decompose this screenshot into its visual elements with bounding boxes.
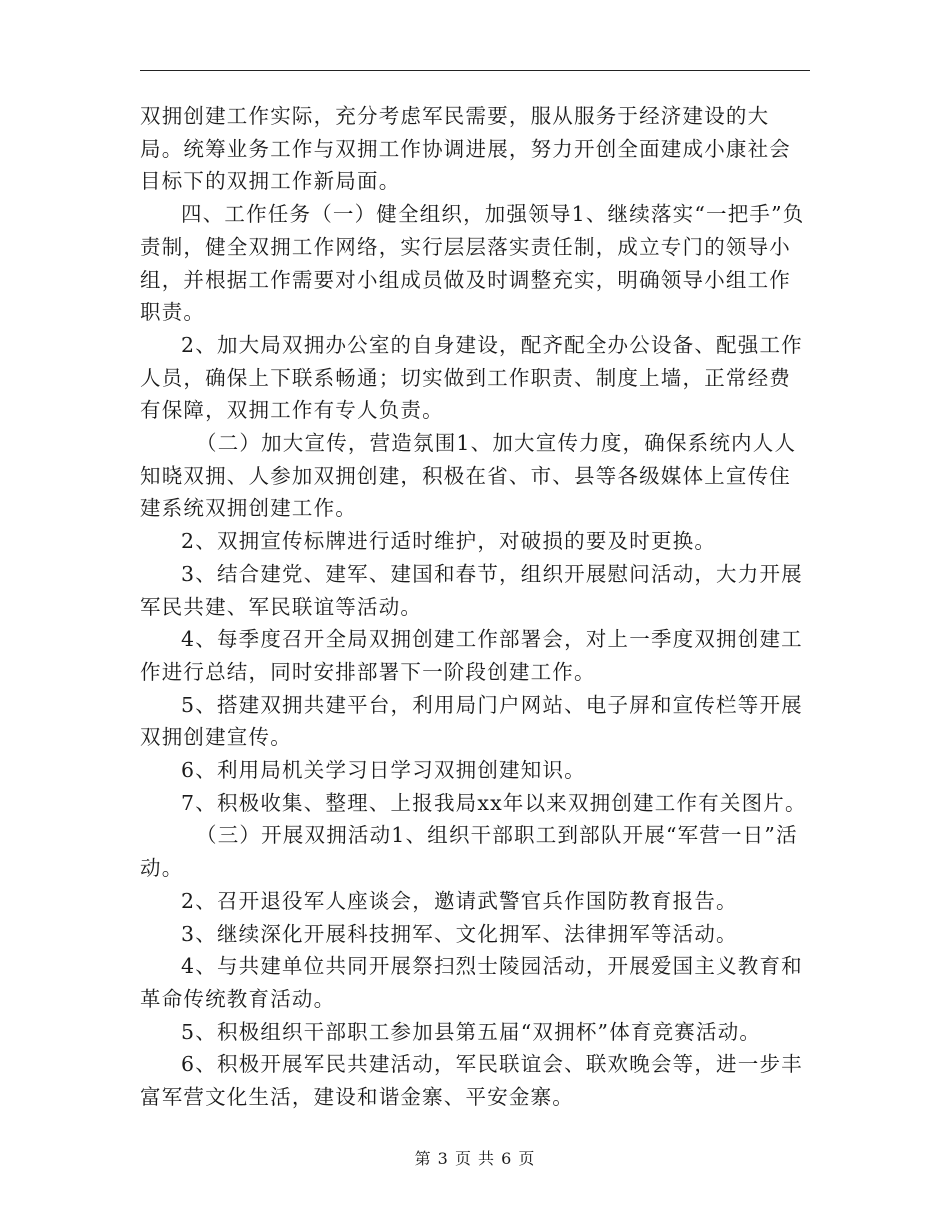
- paragraph: 4、与共建单位共同开展祭扫烈士陵园活动，开展爱国主义教育和革命传统教育活动。: [140, 954, 803, 1011]
- page-footer: 第 3 页 共 6 页: [414, 1149, 536, 1168]
- paragraph: 2、加大局双拥办公室的自身建设，配齐配全办公设备、配强工作人员，确保上下联系畅通；切实做到工作职责、制度上墙，正常经费有保障，双拥工作有专人负责。: [140, 332, 803, 423]
- paragraph: 2、召开退役军人座谈会，邀请武警官兵作国防教育报告。: [181, 888, 738, 913]
- paragraph: 4、每季度召开全局双拥创建工作部署会，对上一季度双拥创建工作进行总结，同时安排部署下一阶段创建工作。: [140, 627, 803, 684]
- paragraph: 6、利用局机关学习日学习双拥创建知识。: [181, 758, 586, 783]
- document-body: [140, 100, 812, 1114]
- paragraph: 6、积极开展军民共建活动，军民联谊会、联欢晚会等，进一步丰富军营文化生活，建设和谐金寨、平安金寨。: [140, 1052, 803, 1110]
- paragraph: 四、工作任务（一）健全组织，加强领导1、继续落实“一把手”负责制，健全双拥工作网络，实行层层落实责任制，成立专门的领导小组，并根据工作需要对小组成员做及时调整充实，明确领导小组工作职责。: [140, 202, 805, 325]
- paragraph: （二）加大宣传，营造氛围1、加大宣传力度，确保系统内人人知晓双拥、人参加双拥创建，积极在省、市、县等各级媒体上宣传住建系统双拥创建工作。: [140, 431, 797, 521]
- paragraph: 7、积极收集、整理、上报我局xx年以来双拥创建工作有关图片。: [181, 790, 807, 815]
- header-rule: [140, 70, 810, 71]
- paragraph: 2、双拥宣传标牌进行适时维护，对破损的要及时更换。: [181, 529, 717, 554]
- paragraph: 双拥创建工作实际，充分考虑军民需要，服从服务于经济建设的大局。统筹业务工作与双拥工作协调进展，努力开创全面建成小康社会目标下的双拥工作新局面。: [140, 104, 791, 194]
- paragraph: 5、搭建双拥共建平台，利用局门户网站、电子屏和宣传栏等开展双拥创建宣传。: [140, 692, 803, 750]
- paragraph: 5、积极组织干部职工参加县第五届“双拥杯”体育竞赛活动。: [181, 1019, 762, 1044]
- paragraph: 3、继续深化开展科技拥军、文化拥军、法律拥军等活动。: [181, 921, 738, 946]
- paragraph: 3、结合建党、建军、建国和春节，组织开展慰问活动，大力开展军民共建、军民联谊等活动。: [140, 561, 803, 619]
- paragraph: （三）开展双拥活动1、组织干部职工到部队开展“军营一日”活动。: [140, 823, 798, 881]
